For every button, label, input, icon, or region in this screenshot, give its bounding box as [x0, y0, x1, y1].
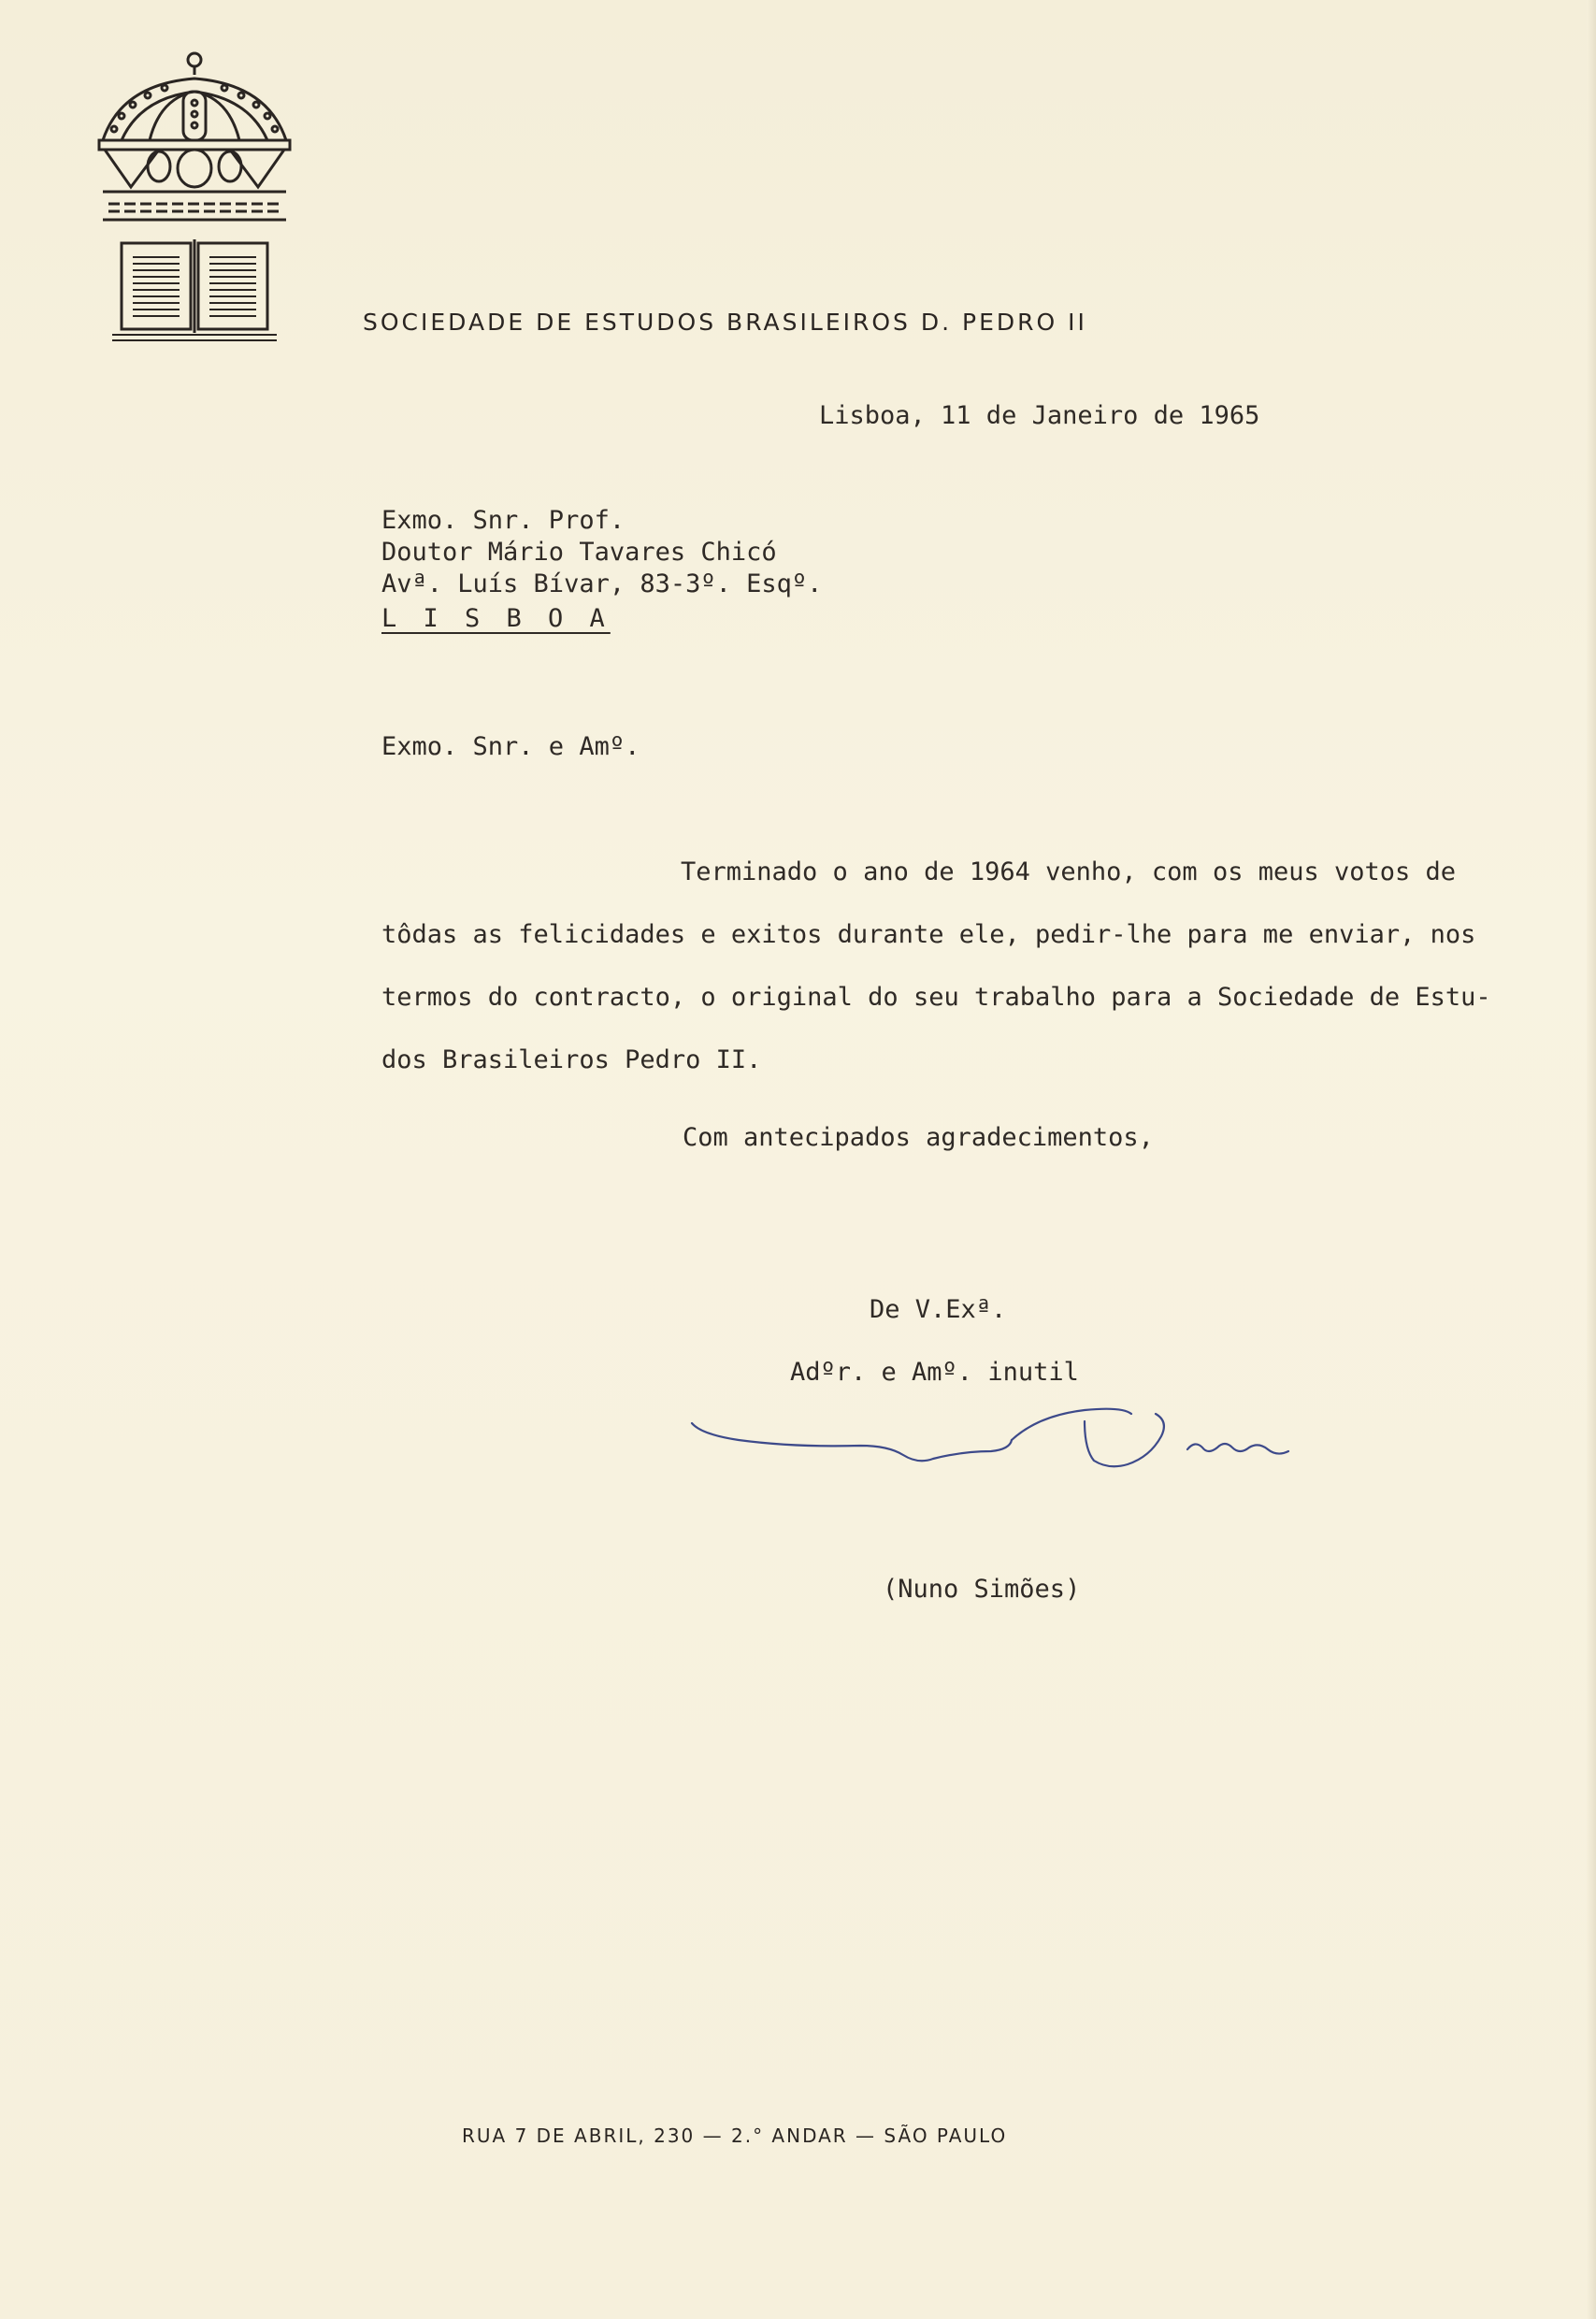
body-line: tôdas as felicidades e exitos durante ele, pedir-lhe para me enviar, nos — [381, 920, 1476, 949]
crown-book-emblem-icon — [93, 47, 299, 346]
footer-address: RUA 7 DE ABRIL, 230 — 2.° ANDAR — SÃO PAULO — [462, 2125, 1008, 2147]
paper-edge-shadow — [1587, 0, 1596, 2319]
salutation: Exmo. Snr. e Amº. — [381, 732, 640, 761]
recipient-line-city: L I S B O A — [381, 604, 611, 633]
closing-line: Adºr. e Amº. inutil — [790, 1358, 1079, 1387]
signer-name: (Nuno Simões) — [883, 1575, 1081, 1604]
recipient-line-title: Exmo. Snr. Prof. — [381, 506, 625, 535]
body-line: termos do contracto, o original do seu trabalho para a Sociedade de Estu- — [381, 983, 1491, 1012]
body-line: Terminado o ano de 1964 venho, com os meus votos de — [681, 857, 1457, 886]
body-line: dos Brasileiros Pedro II. — [381, 1045, 762, 1074]
closing-thanks: Com antecipados agradecimentos, — [683, 1123, 1154, 1152]
closing-line: De V.Exª. — [870, 1295, 1007, 1324]
organization-name: SOCIEDADE DE ESTUDOS BRASILEIROS D. PEDRO II — [363, 309, 1087, 336]
date-line: Lisboa, 11 de Janeiro de 1965 — [819, 401, 1260, 430]
recipient-line-name: Doutor Mário Tavares Chicó — [381, 538, 777, 567]
recipient-line-street: Avª. Luís Bívar, 83-3º. Esqº. — [381, 569, 823, 598]
handwritten-signature — [683, 1393, 1318, 1496]
letter-body — [381, 857, 1522, 1107]
